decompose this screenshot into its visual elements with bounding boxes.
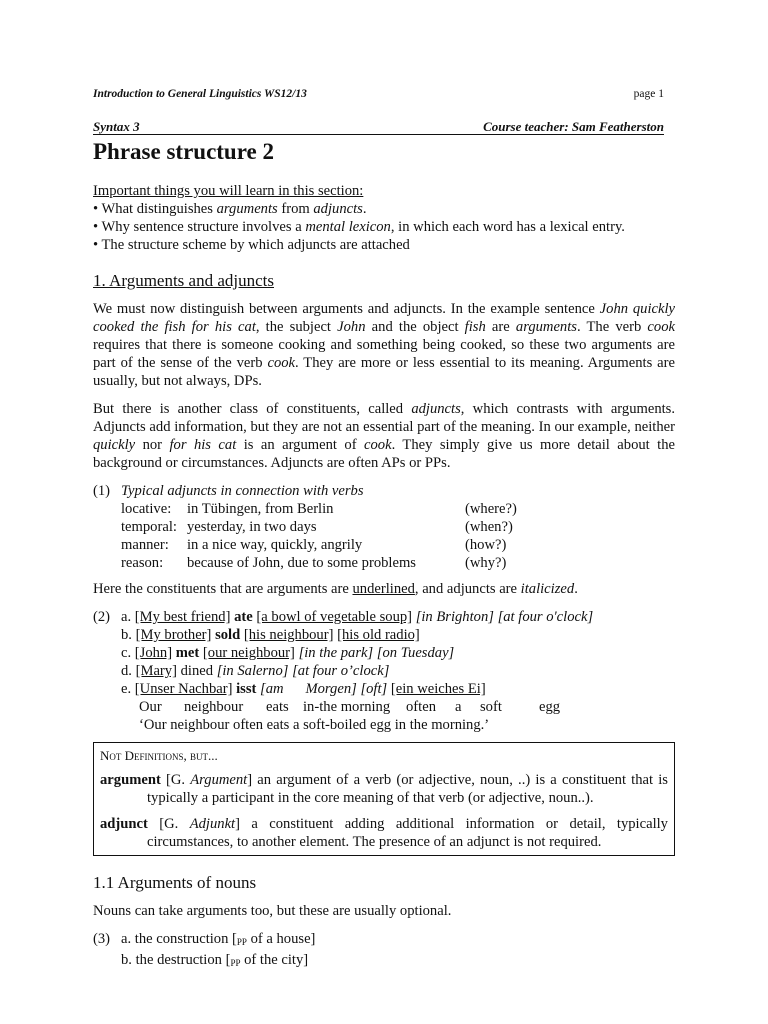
example-2 bbox=[93, 608, 675, 734]
adjunct-table bbox=[121, 500, 517, 572]
paragraph-4: Nouns can take arguments too, but these are usually optional. bbox=[93, 903, 452, 919]
example-number: (3) bbox=[93, 931, 111, 947]
section-heading-1: 1. Arguments and adjuncts bbox=[93, 271, 274, 290]
definition-argument: argument [G. Argument] an argument of a verb (or adjective, noun, ..) is a constituent that is typically a participant in the core meaning of that verb (or adjective, noun..). bbox=[100, 772, 668, 806]
intro-bullet-1: • What distinguishes arguments from adjuncts. bbox=[93, 201, 367, 217]
intro-block bbox=[93, 182, 675, 254]
example-1-title: Typical adjuncts in connection with verbs bbox=[121, 483, 364, 499]
course-title: Introduction to General Linguistics WS12/13 bbox=[93, 88, 307, 100]
paragraph-1: We must now distinguish between arguments and adjuncts. In the example sentence John quickly cooked the fish for his cat, the subject John and the object fish are arguments. The verb cook requires that there is someone cooking and something being cooked, so these two arguments are part of the sense of the verb cook. They are more or less essential to its meaning. Arguments are usually, but not always, DPs. bbox=[93, 301, 675, 389]
table-row: locative: in Tübingen, from Berlin (where?) bbox=[121, 501, 517, 517]
paragraph-3: Here the constituents that are arguments are underlined, and adjuncts are italicized. bbox=[93, 581, 578, 597]
example-2e-translation: ‘Our neighbour often eats a soft-boiled egg in the morning.’ bbox=[139, 717, 490, 733]
definition-box-heading: Not Definitions, but... bbox=[100, 748, 218, 763]
table-row: temporal: yesterday, in two days (when?) bbox=[121, 519, 513, 535]
document-body bbox=[93, 182, 675, 972]
table-row: reason: because of John, due to some problems (why?) bbox=[121, 555, 507, 571]
example-2b: b. [My brother] sold [his neighbour] [his old radio] bbox=[121, 627, 420, 643]
example-2e-gloss: Our neighbour eats in-the morning often a soft egg bbox=[139, 699, 561, 715]
example-2a: a. [My best friend] ate [a bowl of vegetable soup] [in Brighton] [at four o'clock] bbox=[121, 609, 594, 625]
example-3 bbox=[93, 930, 675, 972]
definition-adjunct: adjunct [G. Adjunkt] a constituent adding additional information or detail, typically circumstances, to another element. The presence of an adjunct is not required. bbox=[100, 816, 668, 850]
example-2c: c. [John] met [our neighbour] [in the park] [on Tuesday] bbox=[121, 645, 455, 661]
example-2e: e. [Unser Nachbar] isst [am Morgen] [oft] [ein weiches Ei] bbox=[121, 681, 486, 697]
section-heading-1-1: 1.1 Arguments of nouns bbox=[93, 873, 257, 892]
table-row: manner: in a nice way, quickly, angrily (how?) bbox=[121, 537, 507, 553]
unit-label: Syntax 3 bbox=[93, 119, 140, 134]
page-title: Phrase structure 2 bbox=[93, 139, 274, 164]
example-3b: b. the destruction [$_{PP}$ of the city] bbox=[121, 952, 309, 968]
definition-box bbox=[93, 742, 675, 856]
intro-heading: Important things you will learn in this section: bbox=[93, 183, 364, 199]
page-number: page 1 bbox=[633, 88, 664, 100]
paragraph-2: But there is another class of constituents, called adjuncts, which contrasts with arguments. Adjuncts add information, but they are not an essential part of the meaning. In our example, neither quickly nor for his cat is an argument of cook. They simply give us more detail about the background or circumstances. Adjuncts are often APs or PPs. bbox=[93, 401, 676, 471]
intro-bullet-2: • Why sentence structure involves a mental lexicon, in which each word has a lexical entry. bbox=[93, 219, 625, 235]
example-2d: d. [Mary] dined [in Salerno] [at four o’clock] bbox=[121, 663, 390, 679]
subheader bbox=[93, 119, 664, 135]
example-number: (2) bbox=[93, 609, 111, 625]
example-3a: a. the construction [$_{PP}$ of a house] bbox=[121, 931, 316, 947]
example-1 bbox=[93, 482, 675, 572]
intro-bullet-3: • The structure scheme by which adjuncts are attached bbox=[93, 237, 410, 253]
example-number: (1) bbox=[93, 483, 111, 499]
running-header bbox=[93, 88, 664, 100]
course-teacher: Course teacher: Sam Featherston bbox=[483, 119, 664, 134]
